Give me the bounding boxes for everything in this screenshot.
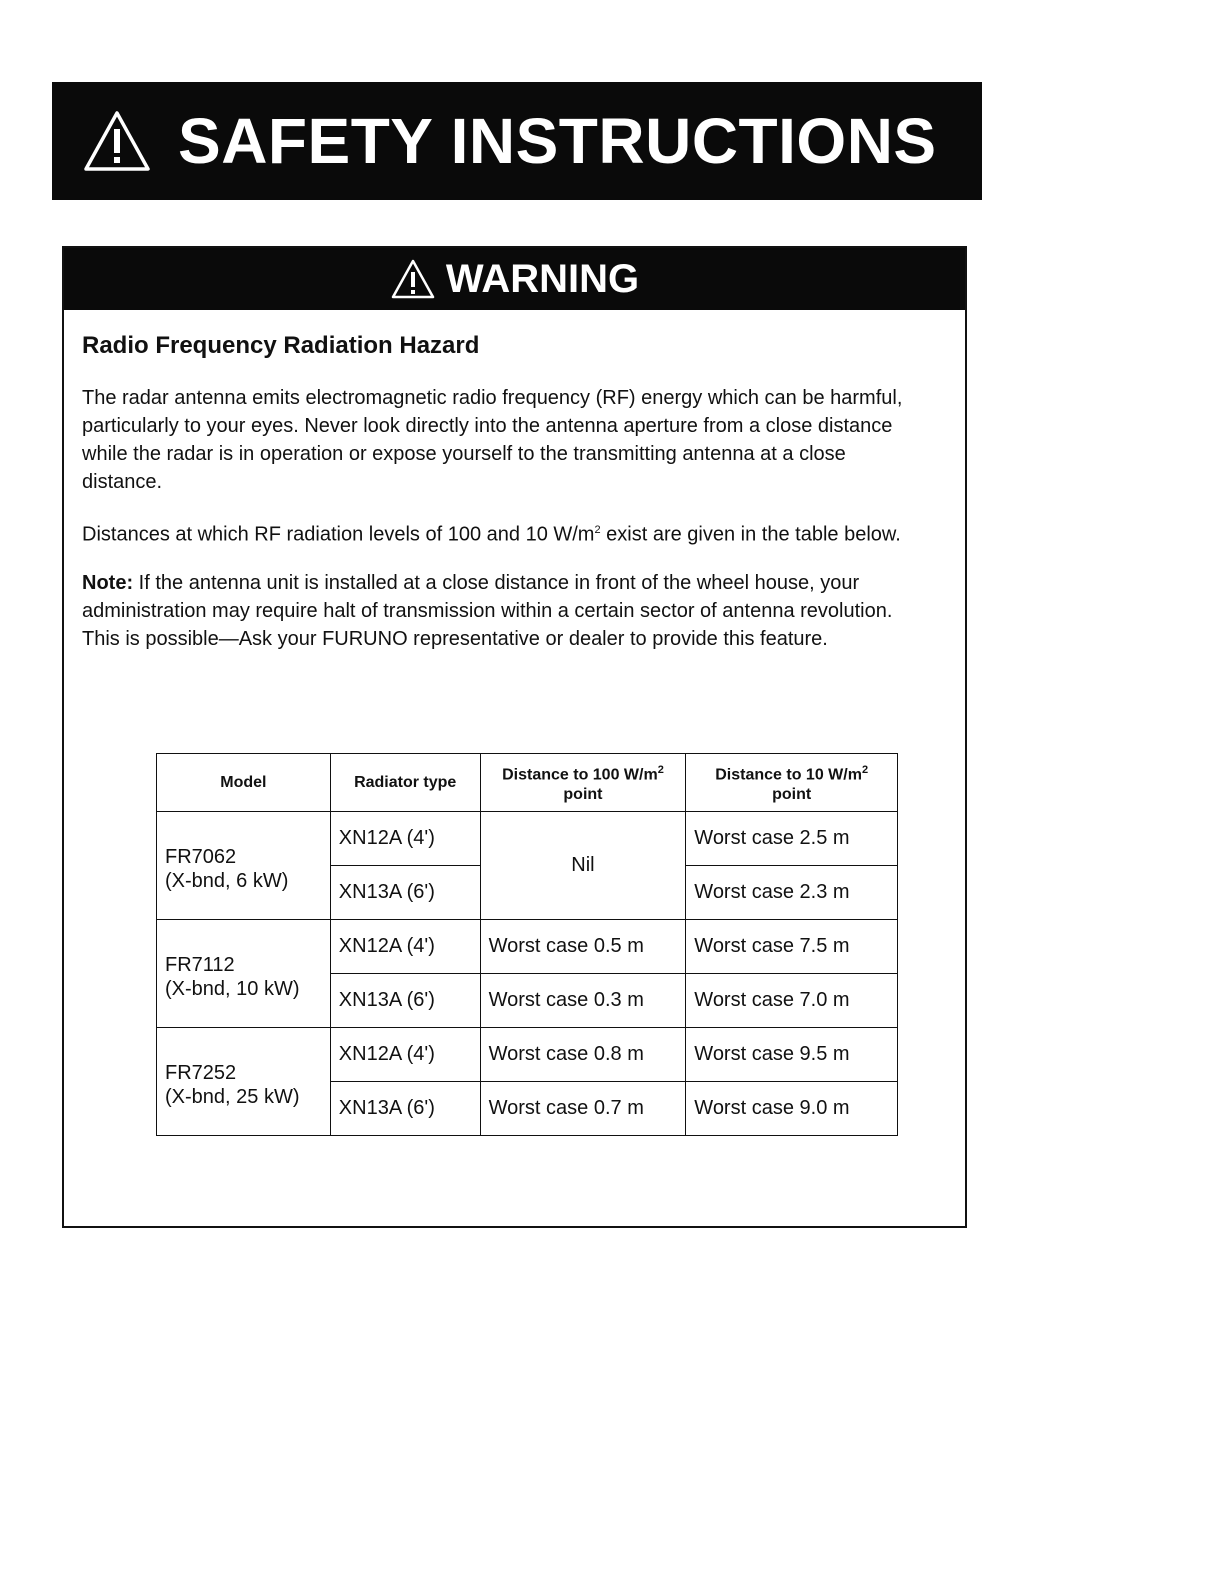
warning-triangle-icon bbox=[82, 109, 152, 173]
model-spec: (X-bnd, 6 kW) bbox=[165, 869, 289, 892]
header-radiator-type: Radiator type bbox=[330, 754, 480, 812]
radiator-cell: XN12A (4') bbox=[330, 1028, 480, 1082]
distances-paragraph bbox=[82, 516, 922, 549]
hazard-paragraph: The radar antenna emits electromagnetic radio frequency (RF) energy which can be harmful, particularly to your eyes. Never look directly into the antenna aperture from a close distance while the radar is in operation or expose yourself to the transmitting antenna at a close distance. bbox=[82, 387, 903, 493]
header-distance-100-text: Distance to 100 W/m bbox=[502, 766, 658, 784]
hazard-title: Radio Frequency Radiation Hazard bbox=[82, 332, 480, 359]
radiator-cell: XN13A (6') bbox=[330, 974, 480, 1028]
distance-10-cell: Worst case 7.5 m bbox=[686, 920, 898, 974]
header-distance-10-point: point bbox=[772, 786, 812, 804]
table-header-row bbox=[157, 754, 898, 812]
warning-banner bbox=[64, 248, 965, 310]
radiator-cell: XN12A (4') bbox=[330, 920, 480, 974]
radiator-cell: XN13A (6') bbox=[330, 866, 480, 920]
warning-triangle-icon bbox=[390, 258, 436, 300]
page-title: SAFETY INSTRUCTIONS bbox=[178, 105, 937, 177]
distances-text: Distances at which RF radiation levels of 100 and 10 W/m bbox=[82, 523, 595, 546]
header-distance-100 bbox=[480, 754, 686, 812]
warning-box bbox=[62, 246, 967, 1228]
model-spec: (X-bnd, 25 kW) bbox=[165, 1085, 300, 1108]
warning-label: WARNING bbox=[445, 256, 640, 301]
model-name: FR7112 bbox=[165, 953, 235, 976]
note-label: Note: bbox=[82, 571, 134, 594]
table-row bbox=[157, 920, 898, 974]
note-text: If the antenna unit is installed at a close distance in front of the wheel house, your administration may require halt of transmission within a certain sector of antenna revolution. This is possible—Ask your FURUNO representative or dealer to provide this feature. bbox=[82, 571, 893, 650]
distance-100-cell: Worst case 0.3 m bbox=[480, 974, 686, 1028]
rf-distance-table bbox=[156, 753, 898, 1136]
distances-text-end: exist are given in the table below. bbox=[600, 523, 901, 546]
radiator-cell: XN12A (4') bbox=[330, 812, 480, 866]
distance-100-cell: Worst case 0.5 m bbox=[480, 920, 686, 974]
header-distance-10-text: Distance to 10 W/m bbox=[715, 766, 862, 784]
distance-10-cell: Worst case 2.5 m bbox=[686, 812, 898, 866]
distance-10-cell: Worst case 9.0 m bbox=[686, 1082, 898, 1136]
radiator-cell: XN13A (6') bbox=[330, 1082, 480, 1136]
header-distance-10 bbox=[686, 754, 898, 812]
distance-100-cell: Nil bbox=[480, 812, 686, 920]
distance-10-cell: Worst case 2.3 m bbox=[686, 866, 898, 920]
model-cell bbox=[157, 1028, 331, 1136]
warning-content bbox=[64, 310, 965, 653]
superscript: 2 bbox=[657, 763, 664, 776]
page-header bbox=[52, 82, 982, 200]
distance-100-cell: Worst case 0.8 m bbox=[480, 1028, 686, 1082]
distance-10-cell: Worst case 7.0 m bbox=[686, 974, 898, 1028]
distance-10-cell: Worst case 9.5 m bbox=[686, 1028, 898, 1082]
superscript: 2 bbox=[861, 763, 869, 776]
superscript: 2 bbox=[594, 524, 601, 536]
table-row bbox=[157, 812, 898, 866]
header-model: Model bbox=[157, 754, 331, 812]
model-spec: (X-bnd, 10 kW) bbox=[165, 977, 300, 1000]
model-name: FR7252 bbox=[165, 1061, 237, 1084]
model-name: FR7062 bbox=[165, 845, 237, 868]
note-paragraph bbox=[82, 569, 922, 653]
model-cell bbox=[157, 920, 331, 1028]
distance-100-cell: Worst case 0.7 m bbox=[480, 1082, 686, 1136]
model-cell bbox=[157, 812, 331, 920]
table-row bbox=[157, 1028, 898, 1082]
header-distance-100-point: point bbox=[563, 786, 603, 804]
